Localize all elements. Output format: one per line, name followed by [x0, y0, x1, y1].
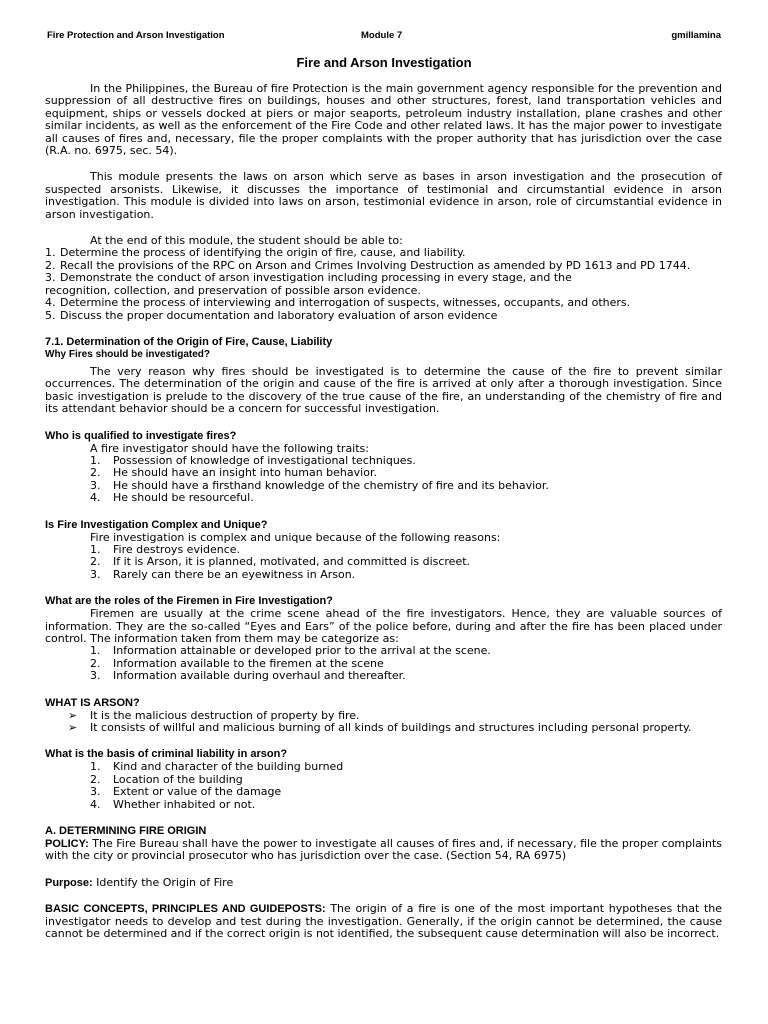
list-item: 1. Kind and character of the building burned	[90, 760, 344, 774]
list-item: ➢ It is the malicious destruction of property by fire.	[68, 708, 360, 722]
list-item: 2. Location of the building	[90, 772, 243, 786]
list-item: 3. Information available during overhaul and thereafter.	[90, 669, 406, 683]
list-item: 3. Demonstrate the conduct of arson investigation including processing in every stage, and the	[45, 271, 572, 285]
objectives-lead: At the end of this module, the student should be able to:	[90, 234, 403, 248]
list-item: 1. Information attainable or developed prior to the arrival at the scene.	[90, 644, 491, 658]
list-item: 3. Extent or value of the damage	[90, 785, 282, 799]
list-item: 4. Determine the process of interviewing and interrogation of suspects, witnesses, occupants, and others.	[45, 296, 631, 310]
list-item: 2. If it is Arson, it is planned, motivated, and committed is discreet.	[90, 555, 471, 569]
fire-origin-heading: A. DETERMINING FIRE ORIGIN	[45, 825, 207, 838]
qualified-lead: A fire investigator should have the following traits:	[90, 441, 369, 455]
section-7-1-heading: 7.1. Determination of the Origin of Fire, Cause, Liability	[45, 335, 333, 348]
complex-heading: Is Fire Investigation Complex and Unique?	[45, 518, 268, 531]
list-item: 1. Determine the process of identifying the origin of fire, cause, and liability.	[45, 246, 466, 260]
purpose-paragraph: Purpose: Identify the Origin of Fire	[45, 875, 234, 889]
list-item-continuation: recognition, collection, and preservation of possible arson evidence.	[45, 283, 421, 297]
list-item: 3. Rarely can there be an eyewitness in Arson.	[90, 567, 356, 581]
list-item: 1. Fire destroys evidence.	[90, 542, 241, 556]
why-investigate-heading: Why Fires should be investigated?	[45, 348, 211, 360]
intro-paragraph-1: In the Philippines, the Bureau of fire Protection is the main government agency responsible for the prevention and suppression of all destructive fires on buildings, houses and other structures, forest, land transportation vehicles and equipment, ships or vessels docked at piers or major seaports, petroleum industry installation, plane crashes and other similar incidents, as well as the enforcement of the Fire Code and other related laws. It has the major power to investigate all causes of fires and, necessary, file the proper complaints with the proper authority that has jurisdiction over the case (R.A. no. 6975, sec. 54).	[45, 82, 722, 158]
header-author: gmillamina	[671, 30, 721, 41]
qualified-list	[45, 455, 722, 505]
firemen-paragraph: Firemen are usually at the crime scene ahead of the fire investigators. Hence, they are valuable sources of information. They are the so-called “Eyes and Ears” of the police before, during and after the fire has been placed under control. The information taken from them may be categorize as:	[45, 607, 722, 645]
document-body	[45, 83, 722, 941]
basic-concepts-paragraph: BASIC CONCEPTS, PRINCIPLES AND GUIDEPOSTS: The origin of a fire is one of the most important hypotheses that the investigator needs to develop and test during the investigation. Generally, if the origin cannot be determined, the cause cannot be determined and if the correct origin is not identified, the subsequent cause determination will also be incorrect.	[45, 902, 722, 941]
header-module: Module 7	[361, 30, 403, 41]
firemen-list	[45, 645, 722, 682]
header-course: Fire Protection and Arson Investigation	[47, 30, 225, 41]
list-item: 2. Information available to the firemen at the scene	[90, 656, 384, 670]
firemen-heading: What are the roles of the Firemen in Fire Investigation?	[45, 595, 333, 608]
why-investigate-paragraph: The very reason why fires should be investigated is to determine the cause of the fire to prevent similar occurrences. The determination of the origin and cause of the fire is arrived at only after a thorough investigation. Since basic investigation is prelude to the discovery of the true cause of the fire, an understanding of the chemistry of fire and its attendant behavior should be a concern for successful investigation.	[45, 364, 722, 416]
list-item: 2. Recall the provisions of the RPC on Arson and Crimes Involving Destruction as amended by PD 1613 and PD 1744.	[45, 258, 691, 272]
list-item: 4. He should be resourceful.	[90, 491, 254, 505]
list-item: 1. Possession of knowledge of investigational techniques.	[90, 453, 416, 467]
qualified-heading: Who is qualified to investigate fires?	[45, 429, 237, 442]
arrow-bullet-icon: ➢	[68, 721, 78, 735]
complex-list	[45, 544, 722, 581]
list-item: 3. He should have a firsthand knowledge of the chemistry of fire and its behavior.	[90, 478, 549, 492]
arson-heading: WHAT IS ARSON?	[45, 696, 140, 709]
list-item: 2. He should have an insight into human behavior.	[90, 466, 377, 480]
objectives-list	[45, 247, 722, 321]
intro-paragraph-2: This module presents the laws on arson which serve as bases in arson investigation and the prosecution of suspected arsonists. Likewise, it discusses the importance of testimonial and circumstantial evidence in arson investigation. This module is divided into laws on arson, testimonial evidence in arson, role of circumstantial evidence in arson investigation.	[45, 170, 722, 221]
arson-list	[45, 710, 722, 735]
liability-heading: What is the basis of criminal liability in arson?	[45, 748, 288, 761]
liability-list	[45, 761, 722, 811]
list-item: 5. Discuss the proper documentation and laboratory evaluation of arson evidence	[45, 308, 498, 322]
policy-paragraph: POLICY: The Fire Bureau shall have the power to investigate all causes of fires and, if necessary, file the proper complaints with the city or provincial prosecutor who has jurisdiction over the case. (Section 54, RA 6975)	[45, 837, 722, 863]
page-title: Fire and Arson Investigation	[296, 55, 472, 70]
list-item: 4. Whether inhabited or not.	[90, 797, 256, 811]
arrow-bullet-icon: ➢	[68, 708, 78, 722]
list-item: ➢ It consists of willful and malicious burning of all kinds of buildings and structures including personal property.	[68, 721, 692, 735]
complex-lead: Fire investigation is complex and unique because of the following reasons:	[90, 530, 501, 544]
